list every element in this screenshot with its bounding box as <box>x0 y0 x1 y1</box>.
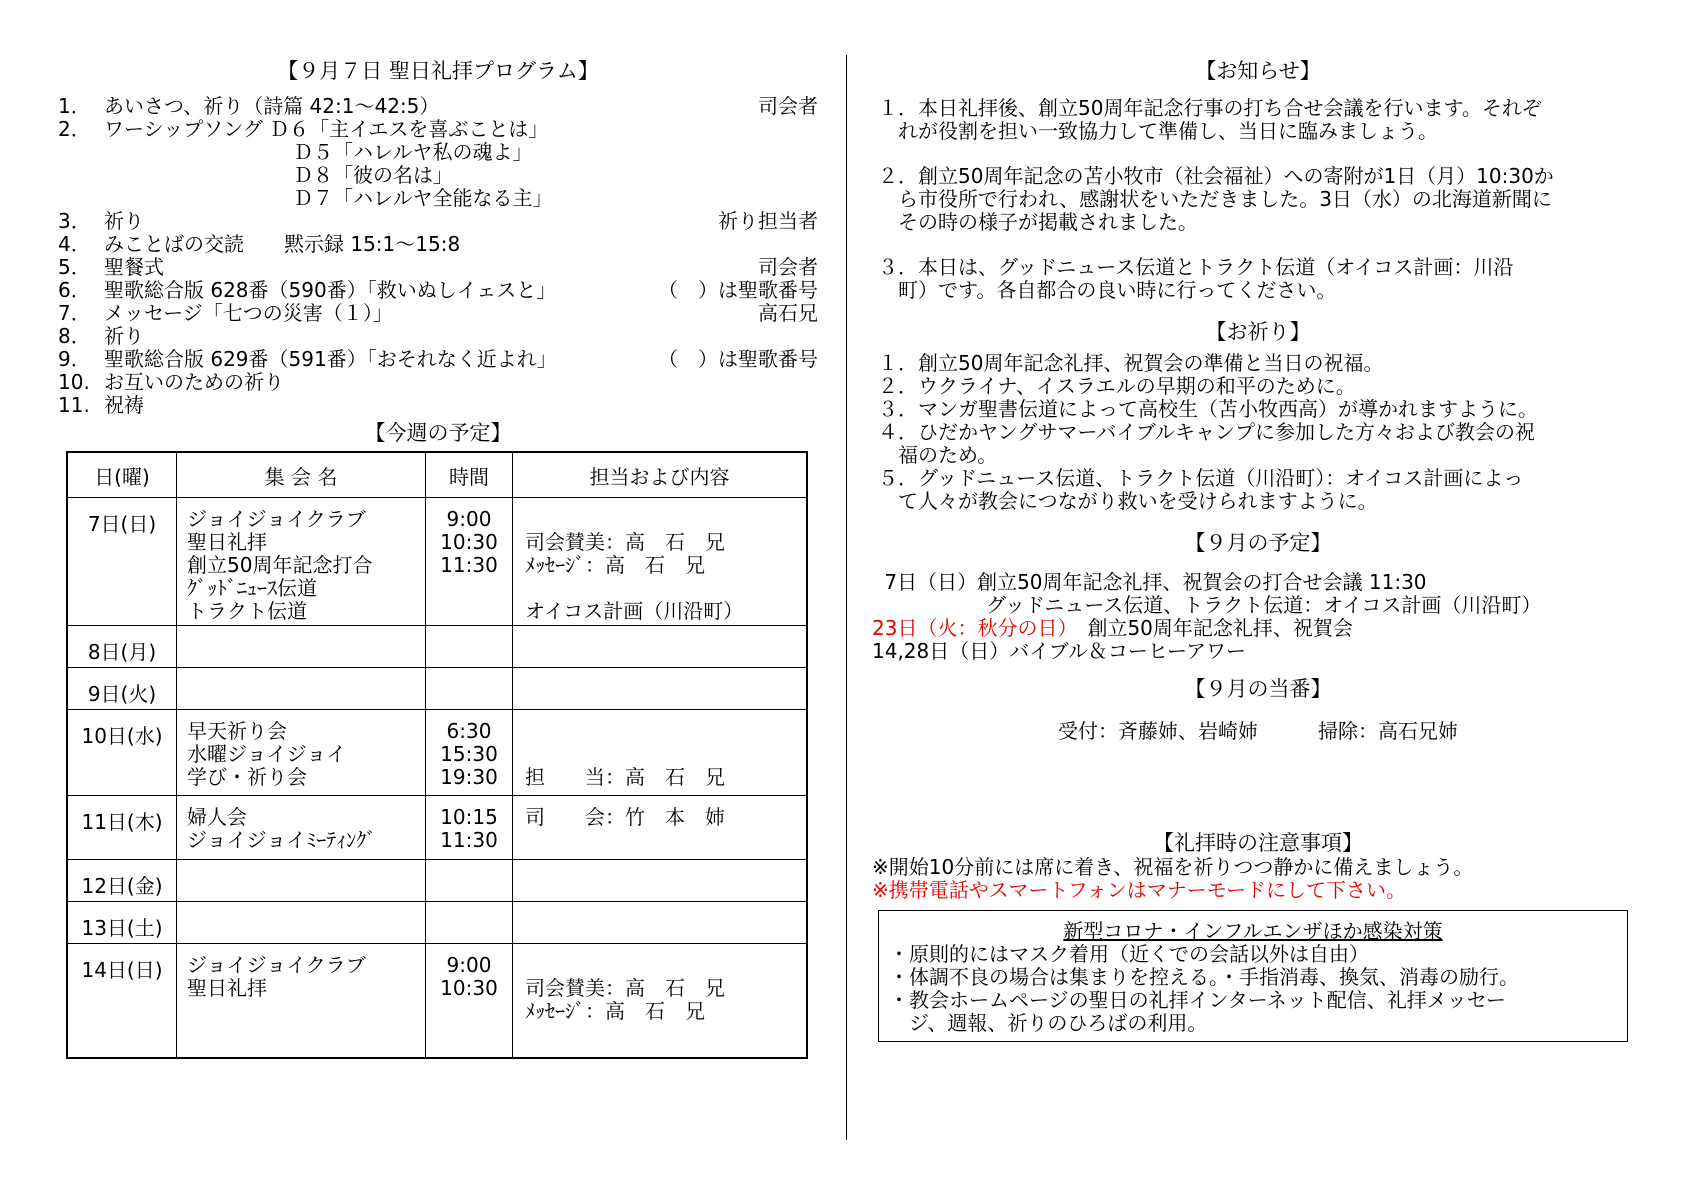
table-row: 7日(日) ジョイジョイクラブ 聖日礼拝 創立50周年記念打合 ｸﾞｯﾄﾞﾆｭｰｽ伝道 トラクト伝道 9:00 10:30 11:30 司会賛美：高 石 兄 ﾒｯｾｰｼﾞ：高 石 兄 オイコス計画（川沿町） <box>67 498 807 626</box>
program-item: 7． メッセージ「七つの災害（１）」 高石兄 <box>58 301 818 325</box>
notice-item: １．本日礼拝後、創立50周年記念行事の打ち合せ会議を行います。それぞ れが役割を担い一致協力して準備し、当日に臨みましょう。 <box>878 96 1542 143</box>
program-item: 4． みことばの交読 黙示録 15:1～15:8 <box>58 232 461 256</box>
header-day: 日(曜) <box>67 452 177 498</box>
table-row: 14日(日) ジョイジョイクラブ 聖日礼拝 9:00 10:30 司会賛美：高 石 兄 ﾒｯｾｰｼﾞ：高 石 兄 <box>67 944 807 1058</box>
caution-line: ※開始10分前には席に着き、祝福を祈りつつ静かに備えましょう。 <box>872 855 1474 879</box>
column-divider <box>846 55 847 1140</box>
program-item: 8． 祈り <box>58 324 144 348</box>
program-item: 9． 聖歌総合版 629番（591番）「おそれなく近よれ」 （ ）は聖歌番号 <box>58 347 818 371</box>
covid-measures-box: 新型コロナ・インフルエンザほか感染対策 ・原則的にはマスク着用（近くでの会話以外は自由） ・体調不良の場合は集まりを控える。・手指消毒、換気、消毒の励行。 ・教会ホームページの聖日の礼拝インターネット配信、礼拝メッセー ジ、週報、祈りのひろばの利用。 <box>878 910 1628 1042</box>
program-title: 【９月７日 聖日礼拝プログラム】 <box>277 59 599 83</box>
notice-item: ３．本日は、グッドニュース伝道とトラクト伝道（オイコス計画：川沿 町）です。各自都合の良い時に行ってください。 <box>878 255 1514 302</box>
program-item: 6． 聖歌総合版 628番（590番）「救いぬしイェスと」 （ ）は聖歌番号 <box>58 278 818 302</box>
program-item: 1． あいさつ、祈り（詩篇 42:1～42:5） 司会者 <box>58 94 818 118</box>
notices-title: 【お知らせ】 <box>1195 59 1321 83</box>
prayer-item: ５．グッドニュース伝道、トラクト伝道（川沿町）：オイコス計画によっ て人々が教会につながり救いを受けられますように。 <box>878 466 1524 513</box>
program-item: 5． 聖餐式 司会者 <box>58 255 818 279</box>
program-item: 11. 祝祷 <box>58 393 144 417</box>
notices-list <box>878 97 1638 302</box>
september-title: 【９月の予定】 <box>1184 531 1332 555</box>
duty-text: 受付：斉藤姉、岩崎姉 掃除：高石兄姉 <box>1058 719 1458 743</box>
prayer-item: ２．ウクライナ、イスラエルの早期の和平のために。 <box>878 374 1356 398</box>
left-column <box>58 55 818 1059</box>
weekly-schedule-table <box>66 451 808 1059</box>
worship-song: Ｄ７「ハレルヤ全能なる主」 <box>293 186 553 210</box>
prayer-item: ３．マンガ聖書伝道によって高校生（苫小牧西高）が導かれますように。 <box>878 397 1538 421</box>
prayers-list <box>878 352 1638 513</box>
program-item: 10. お互いのための祈り <box>58 370 284 394</box>
cautions-title: 【礼拝時の注意事項】 <box>1153 831 1363 855</box>
table-row: 13日(土) <box>67 902 807 944</box>
table-row: 11日(木) 婦人会 ジョイジョイﾐｰﾃｨﾝｸﾞ 10:15 11:30 司 会：竹 本 姉 <box>67 796 807 860</box>
table-row: 8日(月) <box>67 626 807 668</box>
holiday-red-text: 23日（火：秋分の日） <box>872 616 1068 640</box>
table-header-row <box>67 452 807 498</box>
program-item: 2． ワーシップソング Ｄ６「主イエスを喜ぶことは」 <box>58 117 549 141</box>
prayer-item: １．創立50周年記念礼拝、祝賀会の準備と当日の祝福。 <box>878 351 1384 375</box>
prayers-title: 【お祈り】 <box>1205 320 1311 344</box>
worship-song: Ｄ５「ハレルヤ私の魂よ」 <box>293 140 533 164</box>
header-info: 担当および内容 <box>513 452 808 498</box>
caution-red-line: ※携帯電話やスマートフォンはマナーモードにして下さい。 <box>872 878 1406 902</box>
program-item: 3． 祈り 祈り担当者 <box>58 209 818 233</box>
header-meeting: 集 会 名 <box>177 452 426 498</box>
table-row: 12日(金) <box>67 860 807 902</box>
notice-item: ２．創立50周年記念の苫小牧市（社会福祉）への寄附が1日（月）10:30か ら市役所で行われ、感謝状をいただきました。3日（水）の北海道新聞に その時の様子が掲載されました。 <box>878 164 1554 234</box>
table-row: 10日(水) 早天祈り会 水曜ジョイジョイ 学び・祈り会 6:30 15:30 19:30 担 当：高 石 兄 <box>67 710 807 796</box>
weekly-title: 【今週の予定】 <box>364 421 512 445</box>
table-row: 9日(火) <box>67 668 807 710</box>
covid-title: 新型コロナ・インフルエンザほか感染対策 <box>1063 919 1443 943</box>
prayer-item: ４．ひだかヤングサマーバイブルキャンプに参加した方々および教会の祝 福のため。 <box>878 420 1535 467</box>
header-time: 時間 <box>426 452 513 498</box>
program-list <box>58 95 818 417</box>
duty-title: 【９月の当番】 <box>1184 677 1332 701</box>
september-schedule: 7日（日）創立50周年記念礼拝、祝賀会の打合せ会議 11:30 グッドニュース伝道、トラクト伝道：オイコス計画（川沿町） 23日（火：秋分の日） 創立50周年記念礼拝、祝賀会 14,28日（日）バイブル＆コーヒーアワー <box>872 570 1542 663</box>
worship-song: Ｄ８「彼の名は」 <box>293 163 453 187</box>
right-column <box>872 55 1638 1042</box>
